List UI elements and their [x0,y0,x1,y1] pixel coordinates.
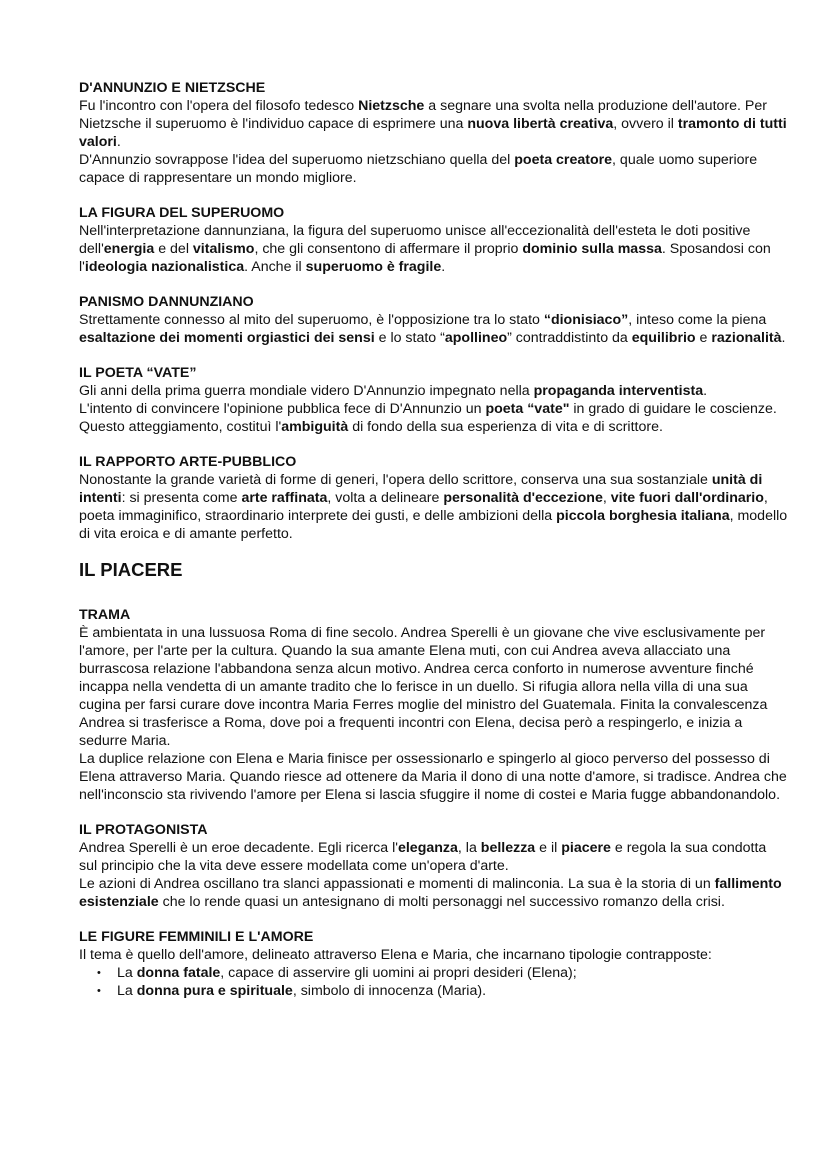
paragraph: La duplice relazione con Elena e Maria finisce per ossessionarlo e spingerlo al gioco perverso del possesso di Elena attraverso Maria. Quando riesce ad ottenere da Maria il dono di una notte d'amore, si tradisce. Andrea che nell'inconscio sta rivivendo l'amore per Elena si lascia sfuggire il nome di costei e Maria fugge abbandonandolo. [79,751,787,803]
section-heading: TRAMA [79,607,131,623]
section-heading: IL POETA “VATE” [79,365,197,381]
section-figure-femminili [79,928,788,1000]
paragraph: Il tema è quello dell'amore, delineato attraverso Elena e Maria, che incarnano tipologie contrapposte: [79,947,712,963]
section-arte-pubblico [79,453,788,543]
section-trama [79,606,788,804]
bullet-icon: • [97,967,101,979]
section-poeta-vate [79,364,788,436]
chapter-title: IL PIACERE [79,559,183,580]
section-heading: LA FIGURA DEL SUPERUOMO [79,205,285,221]
bullet-icon: • [97,985,101,997]
paragraph: È ambientata in una lussuosa Roma di fine secolo. Andrea Sperelli è un giovane che vive esclusivamente per l'amore, per l'arte per la cultura. Quando la sua amante Elena muti, con cui Andrea aveva allacciato una burrascosa relazione l'abbandona senza alcun motivo. Andrea cerca conforto in numerose avventure finché incappa nella vendetta di un amante tradito che lo ferisce in un duello. Si rifugia allora nella villa di una sua cugina per farsi curare dove incontra Maria Ferres moglie del ministro del Guatemala. Finita la convalescenza Andrea si trasferisce a Roma, dove poi a frequenti incontri con Elena, decisa però a respingerlo, e inizia a sedurre Maria. [79,625,768,749]
section-heading: PANISMO DANNUNZIANO [79,294,254,310]
list-item: • La donna fatale, capace di asservire gli uomini ai propri desideri (Elena); [97,965,577,981]
paragraph: Gli anni della prima guerra mondiale videro D'Annunzio impegnato nella propaganda interventista. [79,383,708,399]
section-heading: IL PROTAGONISTA [79,822,208,838]
section-protagonista [79,821,788,911]
paragraph: Fu l'incontro con l'opera del filosofo tedesco Nietzsche a segnare una svolta nella produzione dell'autore. Per Nietzsche il superuomo è l'individuo capace di esprimere una nuova libertà creativa, ovvero il tramonto di tutti valori. [79,98,787,150]
paragraph: Strettamente connesso al mito del superuomo, è l'opposizione tra lo stato “dionisiaco”, inteso come la piena esaltazione dei momenti orgiastici dei sensi e lo stato “apollineo” contraddistinto da equilibrio e razionalità. [79,312,786,346]
paragraph: Nonostante la grande varietà di forme di generi, l'opera dello scrittore, conserva una sua sostanziale unità di intenti: si presenta come arte raffinata, volta a delineare personalità d'eccezione, vite fuori dall'ordinario, poeta immaginifico, straordinario interprete dei gusti, e delle ambizioni della piccola borghesia italiana, modello di vita eroica e di amante perfetto. [79,472,788,542]
paragraph: D'Annunzio sovrappose l'idea del superuomo nietzschiano quella del poeta creatore, quale uomo superiore capace di rappresentare un mondo migliore. [79,152,758,186]
section-panismo [79,293,788,347]
paragraph: Nell'interpretazione dannunziana, la figura del superuomo unisce all'eccezionalità dell'esteta le doti positive dell'energia e del vitalismo, che gli consentono di affermare il proprio dominio sulla massa. Sposandosi con l'ideologia nazionalistica. Anche il superuomo è fragile. [79,223,771,275]
section-dannunzio-nietzsche [79,79,788,187]
section-heading: D'ANNUNZIO E NIETZSCHE [79,80,266,96]
paragraph: Andrea Sperelli è un eroe decadente. Egli ricerca l'eleganza, la bellezza e il piacere e regola la sua condotta sul principio che la vita deve essere modellata come un'opera d'arte. [79,840,767,874]
section-heading: IL RAPPORTO ARTE-PUBBLICO [79,454,297,470]
paragraph: L'intento di convincere l'opinione pubblica fece di D'Annunzio un poeta “vate" in grado di guidare le coscienze. Questo atteggiamento, costituì l'ambiguità di fondo della sua esperienza di vita e di scrittore. [79,401,777,435]
section-figura-superuomo [79,204,788,276]
section-heading: LE FIGURE FEMMINILI E L'AMORE [79,929,314,945]
bullet-list [79,964,788,1000]
list-item: • La donna pura e spirituale, simbolo di innocenza (Maria). [97,983,487,999]
paragraph: Le azioni di Andrea oscillano tra slanci appassionati e momenti di malinconia. La sua è la storia di un fallimento esistenziale che lo rende quasi un antesignano di molti personaggi nel successivo romanzo della crisi. [79,876,782,910]
